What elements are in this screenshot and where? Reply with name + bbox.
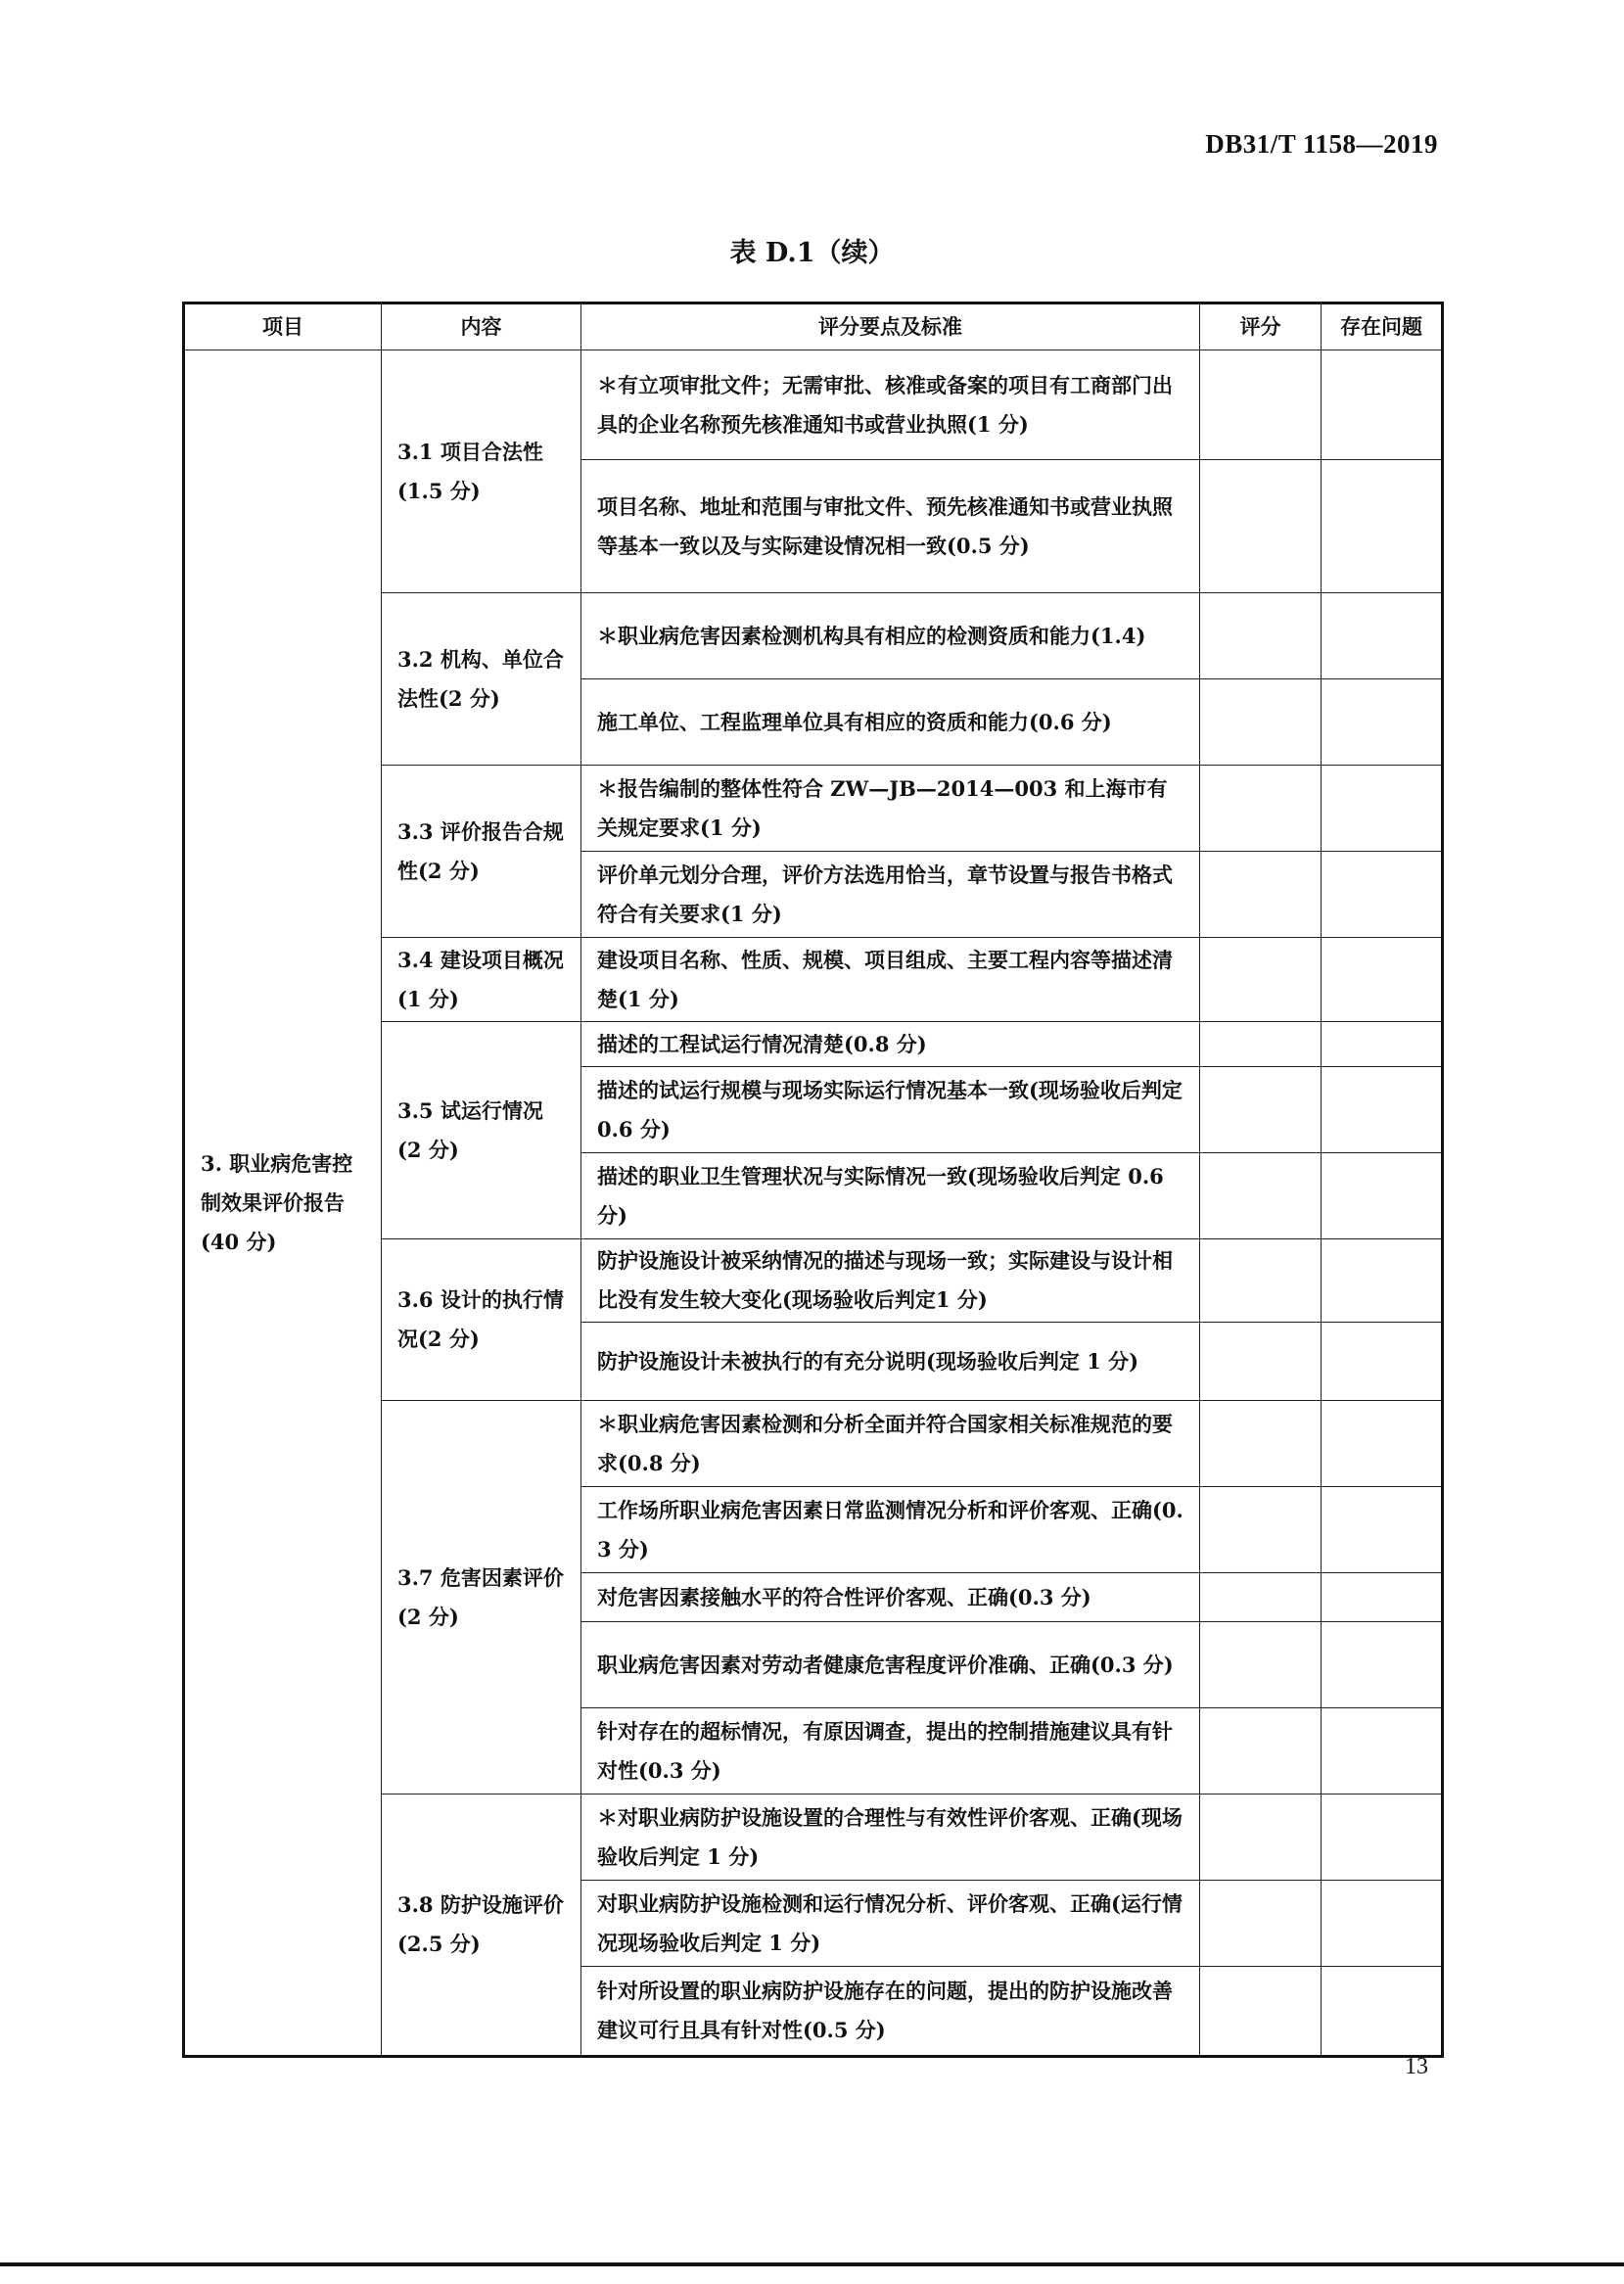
- score-cell[interactable]: [1200, 1967, 1322, 2057]
- project-cell: 3. 职业病危害控制效果评价报告(40 分): [184, 350, 382, 2057]
- column-header-criteria: 评分要点及标准: [581, 303, 1200, 350]
- score-cell[interactable]: [1200, 1323, 1322, 1401]
- score-cell[interactable]: [1200, 938, 1322, 1022]
- scoring-table: [182, 302, 1444, 2058]
- content-cell: 3.2 机构、单位合法性(2 分): [382, 593, 581, 766]
- bottom-rule: [0, 2262, 1624, 2266]
- issues-cell[interactable]: [1322, 852, 1443, 938]
- score-cell[interactable]: [1200, 1487, 1322, 1573]
- score-cell[interactable]: [1200, 1022, 1322, 1067]
- issues-cell[interactable]: [1322, 1708, 1443, 1795]
- page-number: 13: [1405, 2054, 1428, 2079]
- issues-cell[interactable]: [1322, 1573, 1443, 1622]
- score-cell[interactable]: [1200, 350, 1322, 460]
- content-cell: 3.5 试运行情况(2 分): [382, 1022, 581, 1239]
- criteria-cell: ＊报告编制的整体性符合 ZW—JB—2014—003 和上海市有关规定要求(1 分): [581, 766, 1200, 852]
- criteria-cell: 描述的工程试运行情况清楚(0.8 分): [581, 1022, 1200, 1067]
- issues-cell[interactable]: [1322, 350, 1443, 460]
- content-cell: 3.4 建设项目概况(1 分): [382, 938, 581, 1022]
- table-title: 表 D.1（续）: [729, 238, 895, 268]
- criteria-cell: 建设项目名称、性质、规模、项目组成、主要工程内容等描述清楚(1 分): [581, 938, 1200, 1022]
- issues-cell[interactable]: [1322, 1401, 1443, 1487]
- score-cell[interactable]: [1200, 1795, 1322, 1881]
- criteria-cell: 描述的职业卫生管理状况与实际情况一致(现场验收后判定 0.6 分): [581, 1153, 1200, 1239]
- issues-cell[interactable]: [1322, 460, 1443, 593]
- criteria-cell: ＊有立项审批文件；无需审批、核准或备案的项目有工商部门出具的企业名称预先核准通知书或营业执照(1 分): [581, 350, 1200, 460]
- score-cell[interactable]: [1200, 593, 1322, 679]
- criteria-cell: 防护设施设计被采纳情况的描述与现场一致；实际建设与设计相比没有发生较大变化(现场验收后判定1 分): [581, 1239, 1200, 1323]
- score-cell[interactable]: [1200, 460, 1322, 593]
- criteria-cell: 项目名称、地址和范围与审批文件、预先核准通知书或营业执照等基本一致以及与实际建设情况相一致(0.5 分): [581, 460, 1200, 593]
- issues-cell[interactable]: [1322, 938, 1443, 1022]
- standard-code: DB31/T 1158—2019: [1205, 129, 1438, 159]
- criteria-cell: 职业病危害因素对劳动者健康危害程度评价准确、正确(0.3 分): [581, 1622, 1200, 1708]
- column-header-project: 项目: [184, 303, 382, 350]
- criteria-cell: 对职业病防护设施检测和运行情况分析、评价客观、正确(运行情况现场验收后判定 1 分): [581, 1881, 1200, 1967]
- criteria-cell: 描述的试运行规模与现场实际运行情况基本一致(现场验收后判定 0.6 分): [581, 1067, 1200, 1153]
- content-cell: 3.1 项目合法性(1.5 分): [382, 350, 581, 593]
- table-row: [184, 350, 1443, 460]
- content-cell: 3.6 设计的执行情况(2 分): [382, 1239, 581, 1401]
- score-cell[interactable]: [1200, 1401, 1322, 1487]
- content-cell: 3.8 防护设施评价(2.5 分): [382, 1795, 581, 2057]
- issues-cell[interactable]: [1322, 1622, 1443, 1708]
- content-cell: 3.7 危害因素评价(2 分): [382, 1401, 581, 1795]
- criteria-cell: ＊对职业病防护设施设置的合理性与有效性评价客观、正确(现场验收后判定 1 分): [581, 1795, 1200, 1881]
- issues-cell[interactable]: [1322, 1795, 1443, 1881]
- score-cell[interactable]: [1200, 766, 1322, 852]
- score-cell[interactable]: [1200, 1708, 1322, 1795]
- issues-cell[interactable]: [1322, 1967, 1443, 2057]
- issues-cell[interactable]: [1322, 1881, 1443, 1967]
- criteria-cell: 防护设施设计未被执行的有充分说明(现场验收后判定 1 分): [581, 1323, 1200, 1401]
- column-header-content: 内容: [382, 303, 581, 350]
- score-cell[interactable]: [1200, 852, 1322, 938]
- issues-cell[interactable]: [1322, 593, 1443, 679]
- column-header-issues: 存在问题: [1322, 303, 1443, 350]
- criteria-cell: 对危害因素接触水平的符合性评价客观、正确(0.3 分): [581, 1573, 1200, 1622]
- criteria-cell: ＊职业病危害因素检测和分析全面并符合国家相关标准规范的要求(0.8 分): [581, 1401, 1200, 1487]
- issues-cell[interactable]: [1322, 1239, 1443, 1323]
- score-cell[interactable]: [1200, 1881, 1322, 1967]
- issues-cell[interactable]: [1322, 1323, 1443, 1401]
- issues-cell[interactable]: [1322, 1067, 1443, 1153]
- score-cell[interactable]: [1200, 1067, 1322, 1153]
- issues-cell[interactable]: [1322, 679, 1443, 766]
- score-cell[interactable]: [1200, 1573, 1322, 1622]
- issues-cell[interactable]: [1322, 1487, 1443, 1573]
- column-header-score: 评分: [1200, 303, 1322, 350]
- criteria-cell: 针对所设置的职业病防护设施存在的问题，提出的防护设施改善建议可行且具有针对性(0.5 分): [581, 1967, 1200, 2057]
- criteria-cell: 工作场所职业病危害因素日常监测情况分析和评价客观、正确(0.3 分): [581, 1487, 1200, 1573]
- score-cell[interactable]: [1200, 1622, 1322, 1708]
- score-cell[interactable]: [1200, 679, 1322, 766]
- issues-cell[interactable]: [1322, 1022, 1443, 1067]
- issues-cell[interactable]: [1322, 766, 1443, 852]
- table-header-row: [184, 303, 1443, 350]
- criteria-cell: 施工单位、工程监理单位具有相应的资质和能力(0.6 分): [581, 679, 1200, 766]
- score-cell[interactable]: [1200, 1153, 1322, 1239]
- content-cell: 3.3 评价报告合规性(2 分): [382, 766, 581, 938]
- criteria-cell: ＊职业病危害因素检测机构具有相应的检测资质和能力(1.4): [581, 593, 1200, 679]
- score-cell[interactable]: [1200, 1239, 1322, 1323]
- criteria-cell: 针对存在的超标情况，有原因调查，提出的控制措施建议具有针对性(0.3 分): [581, 1708, 1200, 1795]
- criteria-cell: 评价单元划分合理，评价方法选用恰当，章节设置与报告书格式符合有关要求(1 分): [581, 852, 1200, 938]
- issues-cell[interactable]: [1322, 1153, 1443, 1239]
